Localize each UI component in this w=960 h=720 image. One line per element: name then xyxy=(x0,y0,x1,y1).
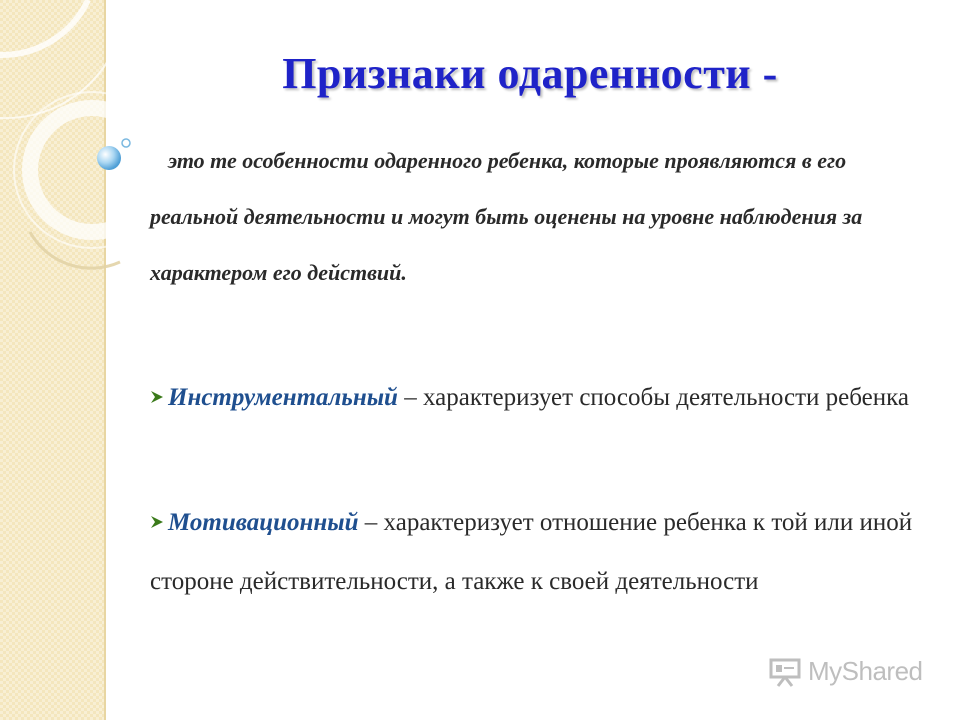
decorative-blue-dot-small xyxy=(122,139,130,147)
definition-paragraph: это те особенности одаренного ребенка, которые проявляются в его реальной деятельности и могут быть оценены на уровне наблюдения за характером его действий. xyxy=(150,148,863,285)
bullet-description: – характеризует способы деятельности ребенка xyxy=(404,384,909,411)
bullet-item-motivational xyxy=(150,493,920,611)
decorative-blue-dot-large xyxy=(97,146,121,170)
decorative-ring-large xyxy=(30,108,154,232)
watermark-text: MyShared xyxy=(808,656,923,686)
watermark xyxy=(768,656,923,687)
slide-title: Признаки одаренности - xyxy=(282,49,778,98)
bullet-term: Мотивационный xyxy=(168,509,359,536)
arrowhead-bullet-icon xyxy=(150,515,164,529)
bullet-item-instrumental xyxy=(150,368,920,427)
bullet-term: Инструментальный xyxy=(168,384,398,411)
decorative-arc-top xyxy=(0,0,88,55)
arrowhead-bullet-icon xyxy=(150,390,164,404)
presentation-board-icon xyxy=(768,657,802,687)
bullet-description: – характеризует отношение ребенка к той или иной стороне действительности, а также к своей деятельности xyxy=(150,509,913,595)
